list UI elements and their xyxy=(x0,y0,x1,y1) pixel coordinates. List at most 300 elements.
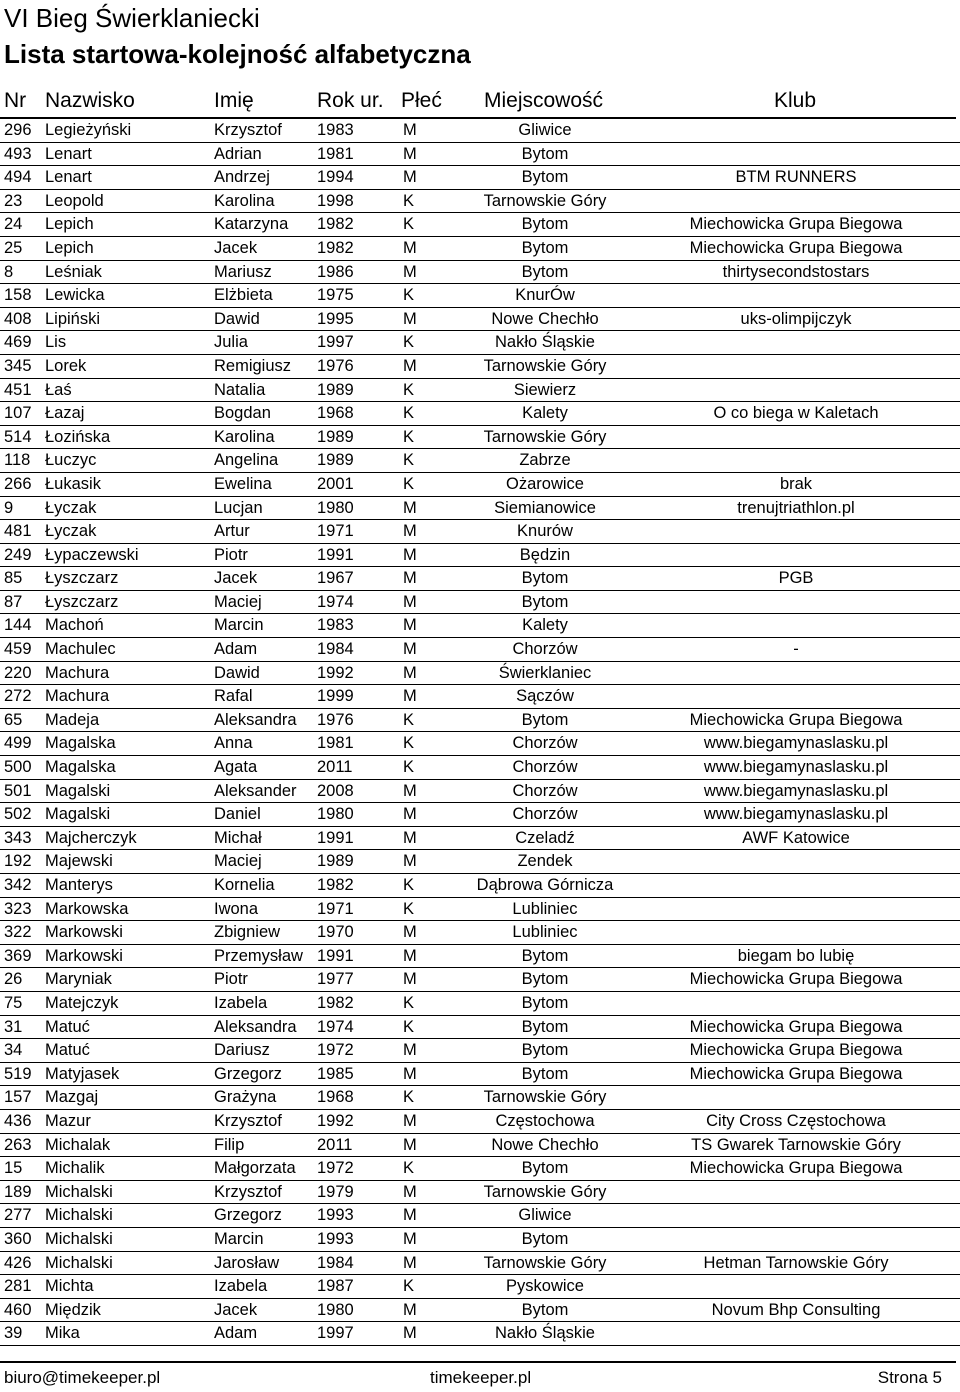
cell-nazwisko: Łyczak xyxy=(45,498,97,517)
cell-miejscowosc: Bytom xyxy=(521,592,569,611)
cell-nr: 249 xyxy=(4,545,32,564)
cell-imie: Jacek xyxy=(214,569,258,588)
cell-plec: M xyxy=(403,1324,417,1343)
cell-klub: Hetman Tarnowskie Góry xyxy=(703,1253,889,1272)
table-row xyxy=(0,520,960,544)
cell-plec: K xyxy=(403,404,415,423)
cell-rok: 1989 xyxy=(317,380,354,399)
cell-miejscowosc: Sączów xyxy=(516,687,574,706)
cell-miejscowosc: Lubliniec xyxy=(512,899,578,918)
cell-imie: Artur xyxy=(214,522,250,541)
cell-nr: 345 xyxy=(4,356,32,375)
table-row xyxy=(0,803,960,827)
cell-rok: 1971 xyxy=(317,899,354,918)
cell-klub: Miechowicka Grupa Biegowa xyxy=(689,1159,903,1178)
cell-plec: M xyxy=(403,663,417,682)
table-row xyxy=(0,473,960,497)
cell-miejscowosc: Bytom xyxy=(521,569,569,588)
cell-rok: 1982 xyxy=(317,215,354,234)
cell-miejscowosc: Bytom xyxy=(521,1159,569,1178)
cell-nr: 281 xyxy=(4,1277,32,1296)
cell-plec: M xyxy=(403,640,417,659)
cell-miejscowosc: Nakło Śląskie xyxy=(495,1324,595,1343)
table-row xyxy=(0,921,960,945)
cell-imie: Lucjan xyxy=(214,498,263,517)
cell-plec: K xyxy=(403,333,415,352)
cell-plec: M xyxy=(403,1300,417,1319)
cell-nazwisko: Lenart xyxy=(45,168,92,187)
cell-nr: 277 xyxy=(4,1206,32,1225)
table-row xyxy=(0,1181,960,1205)
cell-plec: M xyxy=(403,1253,417,1272)
cell-nazwisko: Lorek xyxy=(45,356,87,375)
cell-imie: Krzysztof xyxy=(214,1182,282,1201)
cell-plec: K xyxy=(403,1159,415,1178)
cell-miejscowosc: Kalety xyxy=(522,404,568,423)
header-imie: Imię xyxy=(214,89,254,112)
cell-klub: www.biegamynaslasku.pl xyxy=(703,734,889,753)
table-row xyxy=(0,284,960,308)
cell-imie: Karolina xyxy=(214,427,275,446)
cell-plec: M xyxy=(403,1111,417,1130)
cell-nr: 436 xyxy=(4,1111,32,1130)
cell-rok: 1970 xyxy=(317,923,354,942)
cell-nr: 460 xyxy=(4,1300,32,1319)
cell-miejscowosc: Chorzów xyxy=(512,781,578,800)
cell-miejscowosc: Chorzów xyxy=(512,758,578,777)
cell-plec: K xyxy=(403,286,415,305)
cell-nazwisko: Machura xyxy=(45,687,110,706)
cell-klub: Miechowicka Grupa Biegowa xyxy=(689,710,903,729)
table-row xyxy=(0,1110,960,1134)
cell-imie: Ewelina xyxy=(214,474,272,493)
table-row xyxy=(0,945,960,969)
cell-imie: Michał xyxy=(214,828,262,847)
cell-imie: Izabela xyxy=(214,1277,268,1296)
cell-rok: 1974 xyxy=(317,592,354,611)
cell-miejscowosc: Zabrze xyxy=(519,451,571,470)
table-row xyxy=(0,497,960,521)
cell-nazwisko: Machura xyxy=(45,663,110,682)
cell-plec: M xyxy=(403,1206,417,1225)
cell-nazwisko: Madeja xyxy=(45,710,100,729)
cell-nr: 369 xyxy=(4,946,32,965)
cell-miejscowosc: Bytom xyxy=(521,1229,569,1248)
cell-nr: 9 xyxy=(4,498,14,517)
cell-nazwisko: Leśniak xyxy=(45,262,102,281)
cell-nr: 500 xyxy=(4,758,32,777)
cell-rok: 1977 xyxy=(317,970,354,989)
table-row xyxy=(0,662,960,686)
cell-klub: Miechowicka Grupa Biegowa xyxy=(689,238,903,257)
cell-nr: 272 xyxy=(4,687,32,706)
footer-page-number: Strona 5 xyxy=(877,1368,942,1387)
cell-plec: M xyxy=(403,144,417,163)
cell-plec: M xyxy=(403,1064,417,1083)
cell-rok: 1993 xyxy=(317,1229,354,1248)
cell-rok: 1983 xyxy=(317,616,354,635)
cell-miejscowosc: Świerklaniec xyxy=(498,663,592,682)
cell-klub: AWF Katowice xyxy=(742,828,850,847)
cell-imie: Jacek xyxy=(214,238,258,257)
cell-rok: 1976 xyxy=(317,710,354,729)
cell-miejscowosc: Bytom xyxy=(521,238,569,257)
cell-rok: 1995 xyxy=(317,309,354,328)
cell-rok: 2011 xyxy=(317,758,353,777)
cell-plec: M xyxy=(403,309,417,328)
table-row xyxy=(0,308,960,332)
cell-nazwisko: Maryniak xyxy=(45,970,112,989)
cell-rok: 2011 xyxy=(317,1135,353,1154)
cell-nazwisko: Magalska xyxy=(45,734,116,753)
cell-plec: M xyxy=(403,522,417,541)
table-row xyxy=(0,567,960,591)
cell-plec: M xyxy=(403,1135,417,1154)
cell-nazwisko: Magalska xyxy=(45,758,116,777)
cell-nazwisko: Mazur xyxy=(45,1111,91,1130)
table-row xyxy=(0,874,960,898)
cell-imie: Przemysław xyxy=(214,946,303,965)
cell-nr: 360 xyxy=(4,1229,32,1248)
cell-plec: K xyxy=(403,899,415,918)
cell-nazwisko: Michalski xyxy=(45,1206,113,1225)
cell-rok: 1991 xyxy=(317,946,354,965)
cell-nr: 26 xyxy=(4,970,23,989)
cell-nazwisko: Machoń xyxy=(45,616,104,635)
cell-imie: Karolina xyxy=(214,191,275,210)
cell-plec: K xyxy=(403,1017,415,1036)
cell-nazwisko: Łozińska xyxy=(45,427,111,446)
table-row xyxy=(0,685,960,709)
cell-rok: 1992 xyxy=(317,1111,354,1130)
cell-nr: 459 xyxy=(4,640,32,659)
cell-plec: M xyxy=(403,852,417,871)
table-row xyxy=(0,638,960,662)
cell-imie: Grzegorz xyxy=(214,1206,282,1225)
cell-rok: 1982 xyxy=(317,993,354,1012)
cell-nazwisko: Łyszczarz xyxy=(45,592,119,611)
cell-miejscowosc: Tarnowskie Góry xyxy=(483,356,607,375)
table-row xyxy=(0,1275,960,1299)
document-subtitle: Lista startowa-kolejność alfabetyczna xyxy=(4,39,471,69)
cell-miejscowosc: Bytom xyxy=(521,168,569,187)
table-row xyxy=(0,1252,960,1276)
cell-plec: M xyxy=(403,262,417,281)
cell-imie: Natalia xyxy=(214,380,266,399)
cell-imie: Mariusz xyxy=(214,262,272,281)
cell-rok: 2001 xyxy=(317,474,354,493)
cell-plec: K xyxy=(403,993,415,1012)
table-row xyxy=(0,1016,960,1040)
cell-rok: 1989 xyxy=(317,451,354,470)
cell-nazwisko: Markowski xyxy=(45,946,123,965)
cell-miejscowosc: KnurÓw xyxy=(515,286,575,305)
cell-klub: City Cross Częstochowa xyxy=(706,1111,886,1130)
cell-miejscowosc: Czeladź xyxy=(515,828,575,847)
cell-rok: 1987 xyxy=(317,1277,354,1296)
cell-rok: 1972 xyxy=(317,1159,354,1178)
cell-nr: 343 xyxy=(4,828,32,847)
cell-nr: 75 xyxy=(4,993,23,1012)
cell-nr: 481 xyxy=(4,522,32,541)
cell-plec: M xyxy=(403,1041,417,1060)
cell-nazwisko: Lepich xyxy=(45,215,94,234)
header-nazwisko: Nazwisko xyxy=(45,89,135,112)
cell-rok: 1980 xyxy=(317,805,354,824)
cell-nazwisko: Michalik xyxy=(45,1159,105,1178)
cell-plec: K xyxy=(403,191,415,210)
cell-plec: K xyxy=(403,1088,415,1107)
cell-nr: 519 xyxy=(4,1064,32,1083)
cell-imie: Elżbieta xyxy=(214,286,273,305)
cell-miejscowosc: Gliwice xyxy=(518,121,572,139)
cell-nazwisko: Lis xyxy=(45,333,67,352)
cell-nazwisko: Mazgaj xyxy=(45,1088,99,1107)
table-row xyxy=(0,1157,960,1181)
cell-miejscowosc: Zendek xyxy=(517,852,573,871)
cell-plec: K xyxy=(403,1277,415,1296)
table-row xyxy=(0,780,960,804)
cell-nr: 118 xyxy=(4,451,31,470)
cell-nr: 502 xyxy=(4,805,32,824)
cell-klub: Miechowicka Grupa Biegowa xyxy=(689,215,903,234)
cell-nr: 189 xyxy=(4,1182,32,1201)
cell-nr: 494 xyxy=(4,168,32,187)
cell-miejscowosc: Częstochowa xyxy=(495,1111,595,1130)
cell-imie: Remigiusz xyxy=(214,356,292,375)
table-row xyxy=(0,1134,960,1158)
cell-plec: M xyxy=(403,781,417,800)
table-row xyxy=(0,591,960,615)
cell-nr: 323 xyxy=(4,899,32,918)
cell-nazwisko: Majewski xyxy=(45,852,113,871)
cell-nazwisko: Manterys xyxy=(45,876,113,894)
cell-klub: PGB xyxy=(778,569,814,588)
cell-imie: Maciej xyxy=(214,592,262,611)
cell-plec: K xyxy=(403,758,415,777)
cell-imie: Jarosław xyxy=(214,1253,280,1272)
table-row xyxy=(0,331,960,355)
cell-rok: 1998 xyxy=(317,191,354,210)
cell-plec: M xyxy=(403,569,417,588)
cell-rok: 1982 xyxy=(317,876,354,894)
cell-klub: www.biegamynaslasku.pl xyxy=(703,805,889,824)
cell-rok: 1980 xyxy=(317,498,354,517)
cell-imie: Dariusz xyxy=(214,1041,270,1060)
cell-miejscowosc: Nowe Chechło xyxy=(491,1135,599,1154)
cell-rok: 1994 xyxy=(317,168,354,187)
cell-klub: www.biegamynaslasku.pl xyxy=(703,758,889,777)
cell-imie: Rafal xyxy=(214,687,253,706)
cell-plec: M xyxy=(403,356,417,375)
cell-nr: 87 xyxy=(4,592,23,611)
cell-klub: www.biegamynaslasku.pl xyxy=(703,781,889,800)
cell-rok: 1975 xyxy=(317,286,354,305)
table-row xyxy=(0,898,960,922)
cell-rok: 1967 xyxy=(317,569,354,588)
cell-imie: Maciej xyxy=(214,852,262,871)
cell-plec: K xyxy=(403,427,415,446)
cell-nazwisko: Michalski xyxy=(45,1253,113,1272)
cell-rok: 1997 xyxy=(317,333,354,352)
footer-email: biuro@timekeeper.pl xyxy=(4,1368,161,1387)
cell-nr: 107 xyxy=(4,404,32,423)
cell-klub: Miechowicka Grupa Biegowa xyxy=(689,1041,903,1060)
cell-plec: M xyxy=(403,1182,417,1201)
table-row xyxy=(0,379,960,403)
cell-imie: Piotr xyxy=(214,545,248,564)
cell-miejscowosc: Bytom xyxy=(521,215,569,234)
cell-nazwisko: Michalski xyxy=(45,1229,113,1248)
cell-miejscowosc: Bytom xyxy=(521,144,569,163)
table-row xyxy=(0,190,960,214)
cell-rok: 1985 xyxy=(317,1064,354,1083)
cell-rok: 1992 xyxy=(317,663,354,682)
cell-nazwisko: Matuć xyxy=(45,1041,90,1060)
cell-plec: K xyxy=(403,710,415,729)
table-row xyxy=(0,850,960,874)
cell-plec: K xyxy=(403,380,415,399)
table-row xyxy=(0,992,960,1016)
cell-plec: K xyxy=(403,876,415,894)
cell-nazwisko: Markowski xyxy=(45,923,123,942)
cell-imie: Julia xyxy=(214,333,248,352)
cell-rok: 1983 xyxy=(317,121,354,139)
cell-miejscowosc: Tarnowskie Góry xyxy=(483,1253,607,1272)
table-row xyxy=(0,119,960,143)
cell-miejscowosc: Kalety xyxy=(522,616,568,635)
table-row xyxy=(0,1204,960,1228)
cell-nazwisko: Michalski xyxy=(45,1182,113,1201)
cell-nazwisko: Magalski xyxy=(45,781,111,800)
table-row xyxy=(0,732,960,756)
cell-miejscowosc: Lubliniec xyxy=(512,923,578,942)
cell-klub: Novum Bhp Consulting xyxy=(711,1300,881,1319)
cell-nazwisko: Łuczyc xyxy=(45,451,97,470)
cell-nr: 514 xyxy=(4,427,32,446)
cell-rok: 1979 xyxy=(317,1182,354,1201)
cell-rok: 1991 xyxy=(317,545,354,564)
cell-rok: 1989 xyxy=(317,852,354,871)
cell-miejscowosc: Bytom xyxy=(521,262,569,281)
cell-nr: 34 xyxy=(4,1041,23,1060)
cell-imie: Grażyna xyxy=(214,1088,277,1107)
cell-rok: 1984 xyxy=(317,640,354,659)
cell-nazwisko: Matejczyk xyxy=(45,993,119,1012)
cell-plec: M xyxy=(403,970,417,989)
cell-plec: M xyxy=(403,616,417,635)
cell-nazwisko: Łyczak xyxy=(45,522,97,541)
cell-nazwisko: Łypaczewski xyxy=(45,545,139,564)
cell-rok: 1999 xyxy=(317,687,354,706)
cell-nazwisko: Matuć xyxy=(45,1017,90,1036)
cell-nr: 263 xyxy=(4,1135,32,1154)
cell-miejscowosc: Tarnowskie Góry xyxy=(483,1182,607,1201)
cell-imie: Angelina xyxy=(214,451,279,470)
cell-klub: thirtysecondstostars xyxy=(722,262,870,281)
cell-nazwisko: Leopold xyxy=(45,191,104,210)
cell-miejscowosc: Tarnowskie Góry xyxy=(483,1088,607,1107)
start-list-table xyxy=(0,119,960,1346)
table-row xyxy=(0,709,960,733)
cell-nazwisko: Łaś xyxy=(45,380,72,399)
cell-nazwisko: Legieżyński xyxy=(45,121,132,139)
footer-site: timekeeper.pl xyxy=(430,1368,532,1387)
cell-klub: uks-olimpijczyk xyxy=(740,309,852,328)
table-header xyxy=(0,86,960,116)
cell-plec: M xyxy=(403,828,417,847)
cell-imie: Aleksandra xyxy=(214,710,297,729)
cell-imie: Iwona xyxy=(214,899,259,918)
cell-rok: 1997 xyxy=(317,1324,354,1343)
cell-nr: 23 xyxy=(4,191,23,210)
cell-imie: Anna xyxy=(214,734,253,753)
cell-nazwisko: Markowska xyxy=(45,899,129,918)
cell-imie: Adam xyxy=(214,640,258,659)
cell-plec: M xyxy=(403,168,417,187)
cell-imie: Krzysztof xyxy=(214,1111,282,1130)
cell-imie: Piotr xyxy=(214,970,248,989)
cell-rok: 1974 xyxy=(317,1017,354,1036)
cell-nazwisko: Magalski xyxy=(45,805,111,824)
cell-nr: 65 xyxy=(4,710,23,729)
cell-nr: 39 xyxy=(4,1324,23,1343)
table-row xyxy=(0,1228,960,1252)
cell-imie: Bogdan xyxy=(214,404,271,423)
cell-miejscowosc: Będzin xyxy=(519,545,571,564)
cell-miejscowosc: Pyskowice xyxy=(506,1277,584,1296)
cell-nazwisko: Lipiński xyxy=(45,309,101,328)
cell-miejscowosc: Chorzów xyxy=(512,734,578,753)
cell-nazwisko: Michta xyxy=(45,1277,94,1296)
cell-miejscowosc: Siemianowice xyxy=(494,498,596,517)
cell-imie: Filip xyxy=(214,1135,245,1154)
cell-imie: Daniel xyxy=(214,805,261,824)
cell-rok: 1968 xyxy=(317,404,354,423)
cell-nazwisko: Lenart xyxy=(45,144,92,163)
cell-imie: Zbigniew xyxy=(214,923,281,942)
cell-nr: 501 xyxy=(4,781,32,800)
cell-nazwisko: Łukasik xyxy=(45,474,101,493)
cell-rok: 1972 xyxy=(317,1041,354,1060)
table-row xyxy=(0,237,960,261)
cell-rok: 1971 xyxy=(317,522,354,541)
cell-plec: M xyxy=(403,805,417,824)
cell-miejscowosc: Bytom xyxy=(521,946,569,965)
cell-nazwisko: Lewicka xyxy=(45,286,105,305)
cell-imie: Aleksandra xyxy=(214,1017,297,1036)
cell-plec: K xyxy=(403,451,415,470)
cell-rok: 1982 xyxy=(317,238,354,257)
cell-miejscowosc: Gliwice xyxy=(518,1206,572,1225)
header-miejscowosc: Miejscowość xyxy=(484,89,604,112)
table-row xyxy=(0,968,960,992)
cell-miejscowosc: Nakło Śląskie xyxy=(495,333,595,352)
cell-nr: 266 xyxy=(4,474,32,493)
cell-plec: M xyxy=(403,1229,417,1248)
header-rok: Rok ur. xyxy=(317,89,384,112)
cell-rok: 1976 xyxy=(317,356,354,375)
table-row xyxy=(0,166,960,190)
cell-miejscowosc: Nowe Chechło xyxy=(491,309,599,328)
cell-nr: 192 xyxy=(4,852,32,871)
cell-miejscowosc: Bytom xyxy=(521,1041,569,1060)
cell-rok: 1968 xyxy=(317,1088,354,1107)
cell-miejscowosc: Chorzów xyxy=(512,640,578,659)
cell-nr: 85 xyxy=(4,569,23,588)
cell-nr: 408 xyxy=(4,309,32,328)
cell-plec: M xyxy=(403,121,417,139)
